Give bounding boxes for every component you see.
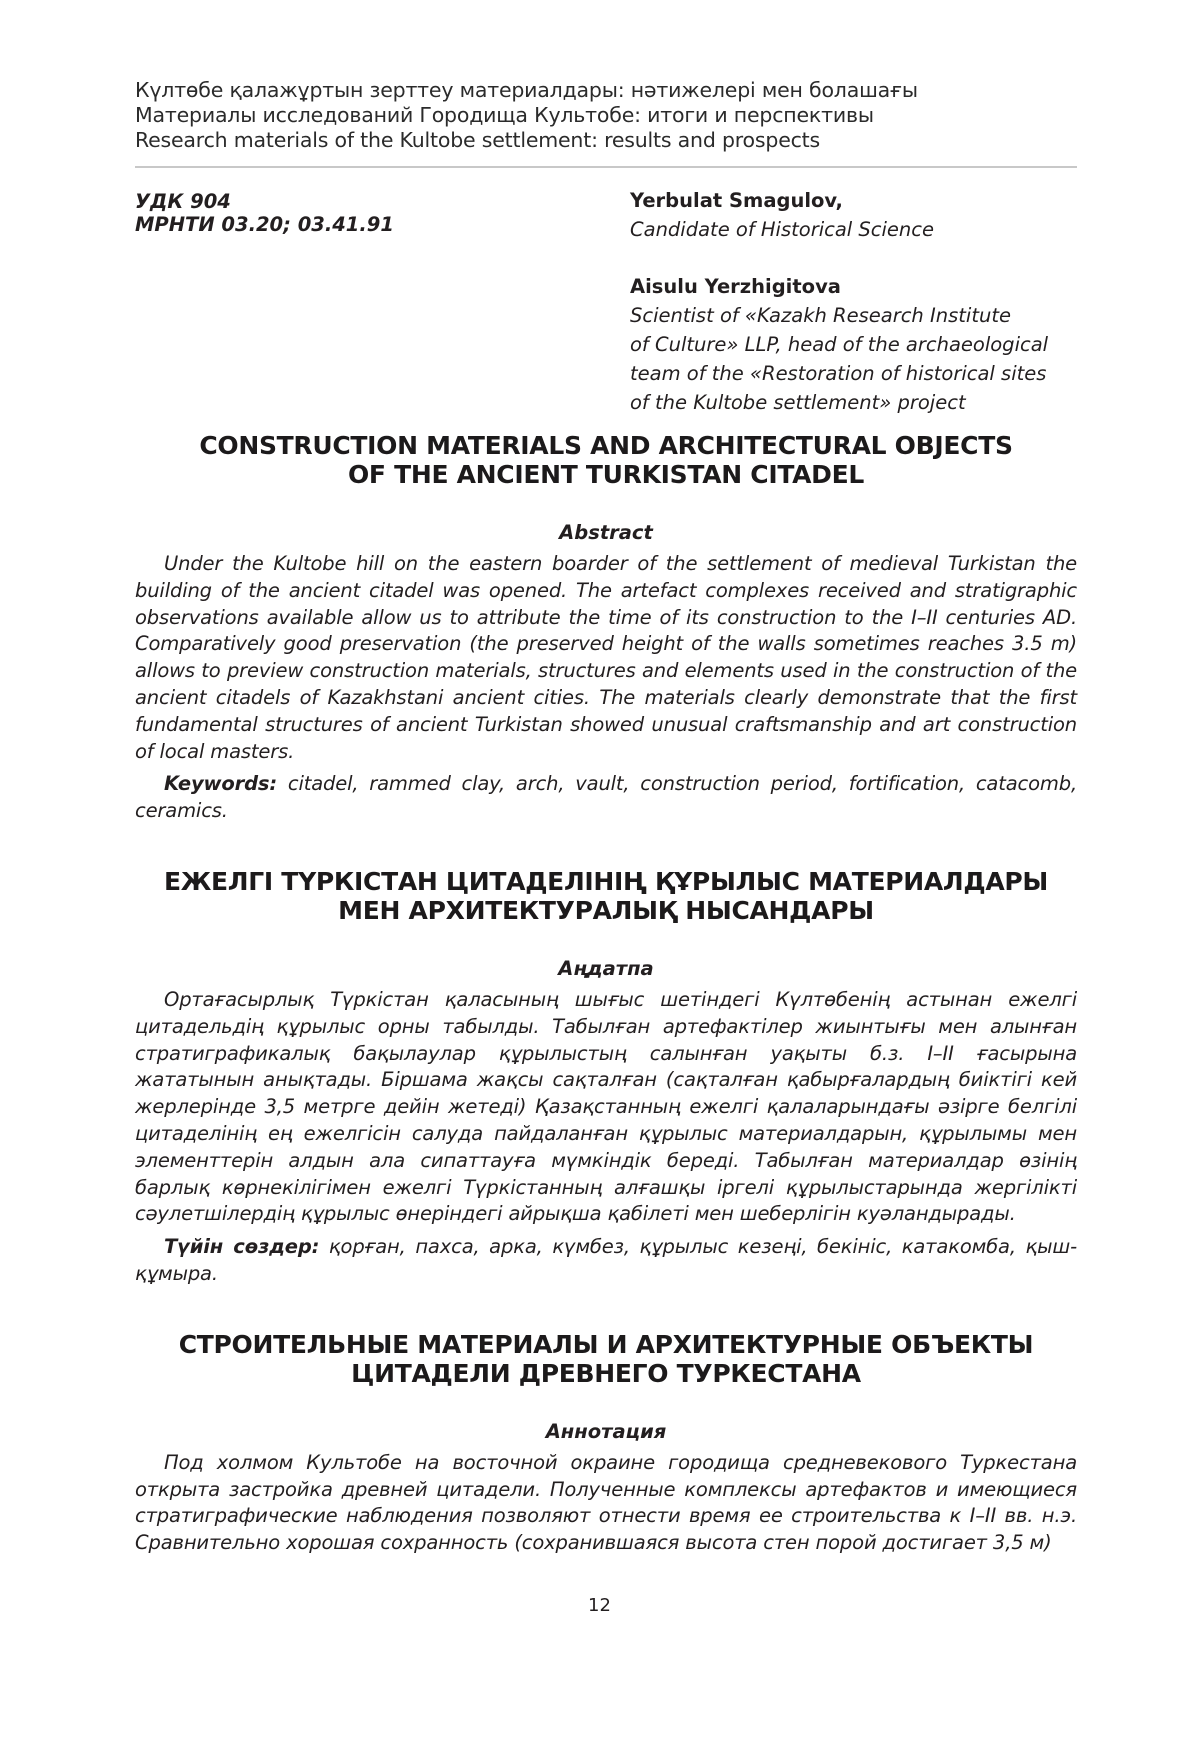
header-divider <box>135 166 1077 168</box>
russian-abstract-heading: Аннотация <box>545 1419 667 1443</box>
english-keywords-label: Keywords: <box>164 772 278 796</box>
russian-title-line: СТРОИТЕЛЬНЫЕ МАТЕРИАЛЫ И АРХИТЕКТУРНЫЕ ОБЪЕКТЫ <box>178 1329 1034 1359</box>
english-title <box>135 431 1077 489</box>
article-meta <box>135 186 1077 431</box>
kazakh-title-line: МЕН АРХИТЕКТУРАЛЫҚ НЫСАНДАРЫ <box>338 895 874 925</box>
english-abstract-text: Under the Kultobe hill on the eastern boarder of the settlement of medieval Turkistan the building of the ancient citadel was opened. The artefact complexes received and stratigraphic observations available allow us to attribute the time of its construction to the I–II centuries AD. Comparatively good preservation (the preserved height of the walls sometimes reaches 3.5 m) allows to preview construction materials, structures and elements used in the construction of the ancient citadels of Kazakhstani ancient cities. The materials clearly demonstrate that the first fundamental structures of ancient Turkistan showed unusual craftsmanship and art construction of local masters. <box>135 552 1077 763</box>
running-head-kazakh: Күлтөбе қалажұртын зерттеу материалдары: нәтижелері мен болашағы <box>135 78 918 102</box>
classification-codes <box>135 190 394 236</box>
page-content <box>135 78 1077 1557</box>
mrnti-code: МРНТИ 03.20; 03.41.91 <box>135 213 394 236</box>
english-keywords <box>135 771 1077 825</box>
running-head-russian: Материалы исследований Городища Культобе: итоги и перспективы <box>135 103 874 127</box>
authors-block <box>630 186 1077 417</box>
author-name: Yerbulat Smagulov, <box>630 189 843 212</box>
russian-title-line: ЦИТАДЕЛИ ДРЕВНЕГО ТУРКЕСТАНА <box>351 1358 861 1388</box>
page-number: 12 <box>588 1595 611 1616</box>
kazakh-section <box>135 867 1077 1288</box>
kazakh-abstract-text: Ортағасырлық Түркістан қаласының шығыс шетіндегі Күлтөбенің астынан ежелгі цитадельдің құрылыс орны табылды. Табылған артефактілер жиынтығы мен алынған стратиграфикалық бақылаулар құрылыстың салынған уақыты б.з. І–ІІ ғасырына жататынын анықтады. Біршама жақсы сақталған (сақталған қабырғалардың биіктігі кей жерлерінде 3,5 метрге дейін жетеді) Қазақстанның ежелгі қалаларындағы әзірге белгілі цитаделінің ең ежелгісін салуда пайдаланған құрылыс материалдарын, құрылымы мен элементтерін алдын ала сипаттауға мүмкіндік береді. Табылған материалдар өзінің барлық көрнекілігімен ежелгі Түркістанның алғашқы іргелі құрылыстарында жергілікті сәулетшілердің құрылыс өнеріндегі айрықша қабілеті мен шеберлігін куәландырады. <box>135 987 1077 1226</box>
russian-abstract-text: Под холмом Культобе на восточной окраине городища средневекового Туркестана открыта застройка древней цитадели. Полученные комплексы артефактов и имеющиеся стратиграфические наблюдения позволяют отнести время ее строительства к I–II вв. н.э. Сравнительно хорошая сохранность (сохранившаяся высота стен порой достигает 3,5 м) <box>135 1450 1077 1555</box>
author-name: Aisulu Yerzhigitova <box>630 275 841 298</box>
english-keywords-text: citadel, rammed clay, arch, vault, construction period, fortification, catacomb, ceramics. <box>135 772 1077 823</box>
english-section <box>135 431 1077 825</box>
english-title-line: CONSTRUCTION MATERIALS AND ARCHITECTURAL OBJECTS <box>199 431 1013 460</box>
russian-section <box>135 1330 1077 1557</box>
kazakh-keywords <box>135 1234 1077 1288</box>
kazakh-keywords-label: Түйін сөздер: <box>164 1235 320 1259</box>
english-abstract-heading: Abstract <box>559 521 653 544</box>
author-spacer <box>630 244 1077 272</box>
author-affiliation: team of the «Restoration of historical sites <box>630 362 1047 385</box>
english-title-line: OF THE ANCIENT TURKISTAN CITADEL <box>347 460 865 489</box>
author-affiliation: Candidate of Historical Science <box>630 218 935 241</box>
russian-title <box>135 1330 1077 1388</box>
running-head-english: Research materials of the Kultobe settlement: results and prospects <box>135 128 820 152</box>
kazakh-title <box>135 867 1077 925</box>
author-affiliation: of Culture» LLP, head of the archaeological <box>630 333 1049 356</box>
kazakh-abstract-heading: Аңдатпа <box>558 956 654 980</box>
author-affiliation: Scientist of «Kazakh Research Institute <box>630 304 1011 327</box>
udk-code: УДК 904 <box>135 190 231 213</box>
running-head <box>135 78 1077 153</box>
kazakh-title-line: ЕЖЕЛГІ ТҮРКІСТАН ЦИТАДЕЛІНІҢ ҚҰРЫЛЫС МАТЕРИАЛДАРЫ <box>163 866 1049 896</box>
author-affiliation: of the Kultobe settlement» project <box>630 391 966 414</box>
kazakh-keywords-text: қорған, пахса, арка, күмбез, құрылыс кезеңі, бекініс, катакомба, қыш-құмыра. <box>135 1235 1077 1285</box>
